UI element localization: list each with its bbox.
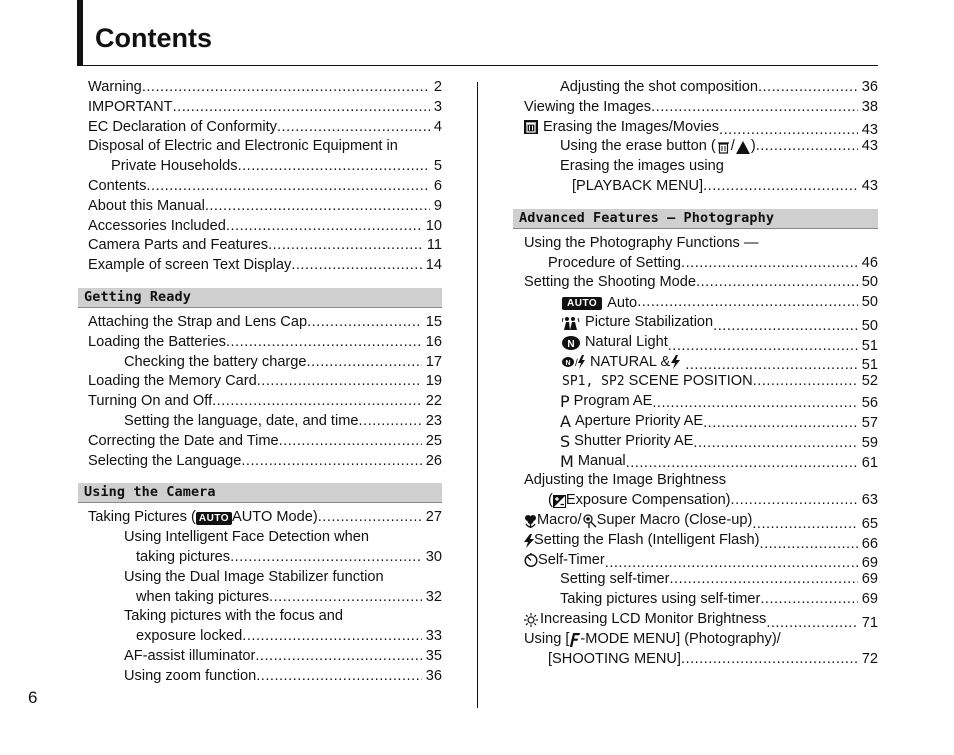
toc-entry-lcd-brightness[interactable]: Increasing LCD Monitor Brightness ..... 71 — [515, 610, 878, 630]
toc-entry-shooting-mode[interactable]: Setting the Shooting Mode ..... 50 — [515, 273, 878, 293]
toc-entry-face-detection-line2[interactable]: taking pictures ..... 30 — [78, 548, 442, 568]
page-title: Contents — [95, 23, 212, 53]
picture-stabilization-icon — [562, 316, 580, 330]
right-column — [515, 78, 878, 669]
toc-entry-on-off[interactable]: Turning On and Off ..... 22 — [78, 392, 442, 412]
toc-entry-correct-date[interactable]: Correcting the Date and Time ..... 25 — [78, 432, 442, 452]
toc-entry-shot-composition[interactable]: Adjusting the shot composition ..... 36 — [515, 78, 878, 98]
auto-mode-icon: AUTO — [562, 297, 602, 310]
manual-mode-icon: M — [560, 451, 574, 471]
column-divider — [477, 82, 478, 708]
self-timer-icon — [524, 553, 538, 567]
toc-entry-accessories[interactable]: Accessories Included ..... 10 — [78, 217, 442, 237]
left-column — [78, 78, 442, 687]
toc-entry-viewing-images[interactable]: Viewing the Images ..... 38 — [515, 98, 878, 118]
toc-entry-brightness-line1[interactable]: Adjusting the Image Brightness — [524, 472, 726, 489]
toc-entry-mode-manual[interactable]: M Manual ..... 61 — [515, 452, 878, 472]
super-macro-icon — [583, 514, 597, 528]
toc-entry-f-mode-menu-line1[interactable]: Using [ -MODE MENU] (Photography)/ — [524, 630, 781, 647]
toc-entry-f-mode-menu-line2[interactable]: [SHOOTING MENU] ..... 72 — [515, 650, 878, 670]
toc-entry-select-language[interactable]: Selecting the Language ..... 26 — [78, 452, 442, 472]
toc-entry-brightness-line2[interactable]: ( Exposure Compensation) ..... 63 — [515, 491, 878, 511]
flash-icon — [671, 355, 680, 369]
svg-text:/: / — [575, 358, 578, 370]
section-header-getting-ready: Getting Ready — [78, 288, 442, 308]
toc-entry-important[interactable]: IMPORTANT ..... 3 — [78, 98, 442, 118]
svg-text:N: N — [565, 360, 571, 368]
toc-entry-camera-parts[interactable]: Camera Parts and Features ..... 11 — [78, 236, 442, 256]
trash-icon — [524, 120, 538, 134]
toc-entry-macro[interactable]: Macro/ Super Macro (Close-up) ..... 65 — [515, 511, 878, 531]
toc-entry-pictures-self-timer[interactable]: Taking pictures using self-timer ..... 69 — [515, 590, 878, 610]
toc-entry-erase-button[interactable]: Using the erase button ( / ) ..... 43 — [515, 137, 878, 157]
toc-entry-disposal-line2[interactable]: Private Households ..... 5 — [78, 157, 442, 177]
trash-outline-icon — [717, 140, 730, 154]
exposure-compensation-icon — [553, 495, 566, 508]
natural-flash-icon — [562, 355, 586, 369]
title-rule — [77, 65, 878, 66]
toc-entry-ec-declaration[interactable]: EC Declaration of Conformity ..... 4 — [78, 118, 442, 138]
page-number: 6 — [28, 688, 38, 707]
slash-separator: / — [730, 138, 735, 155]
section-header-using-camera: Using the Camera — [78, 483, 442, 503]
toc-entry-erase-playback-line1[interactable]: Erasing the images using — [560, 158, 724, 175]
toc-entry-batteries[interactable]: Loading the Batteries ..... 16 — [78, 333, 442, 353]
section-header-advanced: Advanced Features — Photography — [513, 209, 878, 229]
toc-entry-focus-lock-line2[interactable]: exposure locked ..... 33 — [78, 627, 442, 647]
toc-entry-self-timer[interactable]: Self-Timer ..... 69 — [515, 551, 878, 571]
toc-entry-photo-functions-line2[interactable]: Procedure of Setting ..... 46 — [515, 254, 878, 274]
toc-entry-dual-is-line1[interactable]: Using the Dual Image Stabilizer function — [124, 568, 384, 585]
shutter-mode-icon: S — [560, 431, 571, 451]
toc-entry-about-manual[interactable]: About this Manual ..... 9 — [78, 197, 442, 217]
toc-entry-strap[interactable]: Attaching the Strap and Lens Cap ..... 15 — [78, 313, 442, 333]
toc-entry-mode-scene-position[interactable]: SP1, SP2 SCENE POSITION ..... 52 — [515, 372, 878, 392]
toc-entry-memory-card[interactable]: Loading the Memory Card ..... 19 — [78, 372, 442, 392]
toc-entry-erase-playback-line2[interactable]: [PLAYBACK MENU] ..... 43 — [515, 177, 878, 197]
toc-entry-mode-stabilization[interactable]: Picture Stabilization ..... 50 — [515, 313, 878, 333]
program-mode-icon: P — [560, 392, 570, 412]
macro-flower-icon — [524, 514, 537, 528]
toc-entry-mode-program[interactable]: P Program AE ..... 56 — [515, 392, 878, 412]
toc-entry-taking-pictures[interactable]: Taking Pictures ( AUTO AUTO Mode) ..... 27 — [78, 508, 442, 528]
up-triangle-icon — [736, 141, 750, 154]
f-mode-icon — [569, 633, 580, 647]
toc-entry-zoom[interactable]: Using zoom function ..... 36 — [78, 667, 442, 687]
toc-entry-mode-natural-flash[interactable]: N / NATURAL & ..... 51 — [515, 353, 878, 373]
toc-entry-language-date[interactable]: Setting the language, date, and time ..... 23 — [78, 412, 442, 432]
toc-entry-dual-is-line2[interactable]: when taking pictures ..... 32 — [78, 588, 442, 608]
toc-entry-erasing-images[interactable]: Erasing the Images/Movies ..... 43 — [515, 118, 878, 138]
toc-entry-mode-shutter[interactable]: S Shutter Priority AE ..... 59 — [515, 432, 878, 452]
toc-entry-screen-text[interactable]: Example of screen Text Display ..... 14 — [78, 256, 442, 276]
toc-entry-contents[interactable]: Contents ..... 6 — [78, 177, 442, 197]
toc-entry-battery-charge[interactable]: Checking the battery charge ..... 17 — [78, 353, 442, 373]
toc-entry-face-detection-line1[interactable]: Using Intelligent Face Detection when — [124, 529, 369, 546]
toc-entry-focus-lock-line1[interactable]: Taking pictures with the focus and — [124, 608, 344, 625]
toc-entry-setting-self-timer[interactable]: Setting self-timer ..... 69 — [515, 570, 878, 590]
toc-entry-flash[interactable]: Setting the Flash (Intelligent Flash) ..... 66 — [515, 531, 878, 551]
flash-icon — [524, 534, 534, 548]
title-bar-accent — [77, 0, 83, 66]
aperture-mode-icon: A — [560, 411, 571, 431]
toc-entry-disposal-line1[interactable]: Disposal of Electric and Electronic Equipment in — [88, 138, 398, 155]
toc-entry-mode-auto[interactable]: AUTO Auto ..... 50 — [515, 293, 878, 313]
sun-brightness-icon — [524, 613, 538, 627]
toc-entry-af-assist[interactable]: AF-assist illuminator ..... 35 — [78, 647, 442, 667]
toc-entry-warning[interactable]: Warning ..... 2 — [78, 78, 442, 98]
natural-light-icon — [562, 336, 580, 350]
auto-mode-icon: AUTO — [196, 512, 232, 525]
toc-entry-mode-aperture[interactable]: A Aperture Priority AE ..... 57 — [515, 412, 878, 432]
scene-position-icon: SP1, SP2 — [562, 374, 625, 390]
toc-entry-mode-natural-light[interactable]: N Natural Light ..... 51 — [515, 333, 878, 353]
svg-text:N: N — [567, 338, 575, 350]
toc-entry-photo-functions-line1[interactable]: Using the Photography Functions — — [524, 234, 759, 251]
